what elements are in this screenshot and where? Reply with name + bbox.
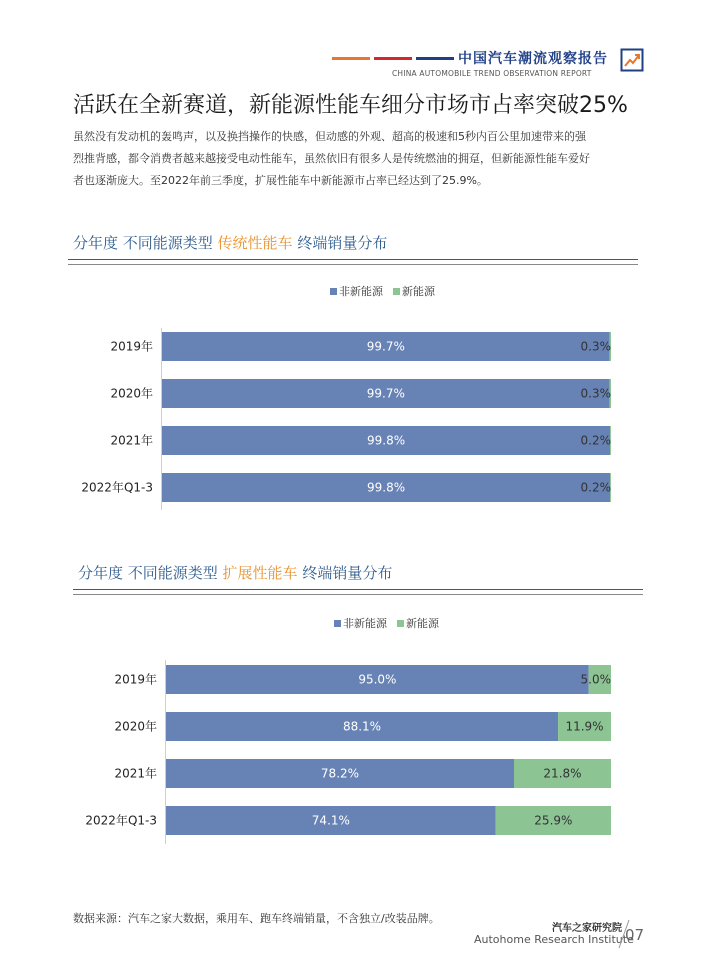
data-label: 99.8%: [366, 433, 406, 448]
section-title-highlight: 扩展性能车: [222, 564, 298, 582]
category-label: 2022年Q1-3: [81, 480, 153, 495]
data-label: 25.9%: [534, 813, 573, 828]
data-label: 78.2%: [320, 766, 360, 781]
section-divider: [73, 589, 643, 595]
category-label: 2020年: [110, 386, 153, 401]
legend-label: 非新能源: [339, 285, 383, 298]
trend-chart-icon: [620, 48, 644, 72]
legend-swatch: [334, 620, 341, 627]
data-label: 99.7%: [366, 386, 405, 401]
intro-line: 虽然没有发动机的轰鸣声，以及换挡操作的快感，但动感的外观、超高的极速和5秒内百公里加速带来的强: [73, 130, 586, 143]
intro-paragraph: [73, 126, 643, 192]
report-subtitle: CHINA AUTOMOBILE TREND OBSERVATION REPORT: [392, 69, 592, 78]
section-title-prefix: 分年度 不同能源类型: [78, 564, 223, 582]
chart-extended-performance: [0, 612, 710, 852]
data-label: 0.2%: [580, 480, 611, 495]
section-title-extended: [78, 562, 392, 583]
data-label: 11.9%: [565, 719, 604, 734]
brand-name: 汽车之家研究院: [552, 923, 622, 934]
data-label: 0.3%: [580, 339, 611, 354]
page-title: 活跃在全新赛道，新能源性能车细分市场市占率突破25%: [73, 93, 628, 118]
data-label: 88.1%: [342, 719, 382, 734]
legend-label: 非新能源: [343, 617, 387, 630]
orange-line: [332, 57, 370, 60]
red-line: [374, 57, 412, 60]
section-divider: [68, 259, 638, 265]
report-title: 中国汽车潮流观察报告: [458, 51, 608, 67]
section-title-suffix: 终端销量分布: [297, 564, 393, 582]
data-label: 5.0%: [580, 672, 611, 687]
category-label: 2021年: [110, 433, 153, 448]
legend-label: 新能源: [402, 285, 435, 298]
data-label: 0.2%: [580, 433, 611, 448]
data-label: 95.0%: [358, 672, 397, 687]
category-label: 2021年: [114, 766, 157, 781]
brand-name-english: Autohome Research Institute: [474, 933, 634, 946]
section-title-traditional: [73, 232, 387, 253]
data-label: 0.3%: [580, 386, 611, 401]
legend-swatch: [393, 288, 400, 295]
category-label: 2020年: [114, 719, 157, 734]
data-source-footnote: 数据来源：汽车之家大数据，乘用车、跑车终端销量，不含独立/改装品牌。: [73, 912, 440, 925]
intro-line: 者也逐渐庞大。至2022年前三季度，扩展性能车中新能源市占率已经达到了25.9%。: [73, 174, 488, 187]
data-label: 74.1%: [311, 813, 350, 828]
legend-swatch: [397, 620, 404, 627]
category-label: 2019年: [110, 339, 153, 354]
category-label: 2019年: [114, 672, 157, 687]
legend-swatch: [330, 288, 337, 295]
data-label: 99.8%: [366, 480, 406, 495]
section-title-suffix: 终端销量分布: [292, 234, 388, 252]
chart-traditional-performance: [0, 280, 710, 520]
blue-line: [416, 57, 454, 60]
chart-svg: [0, 280, 710, 520]
category-label: 2022年Q1-3: [85, 813, 157, 828]
section-title-highlight: 传统性能车: [217, 234, 293, 252]
section-title-prefix: 分年度 不同能源类型: [73, 234, 218, 252]
legend-label: 新能源: [406, 617, 439, 630]
intro-line: 烈推背感，都令消费者越来越接受电动性能车，虽然依旧有很多人是传统燃油的拥趸，但新能源性能车爱好: [73, 152, 590, 165]
chart-svg: [0, 612, 710, 852]
data-label: 99.7%: [366, 339, 405, 354]
data-label: 21.8%: [543, 766, 582, 781]
page-number: 07: [625, 926, 645, 944]
